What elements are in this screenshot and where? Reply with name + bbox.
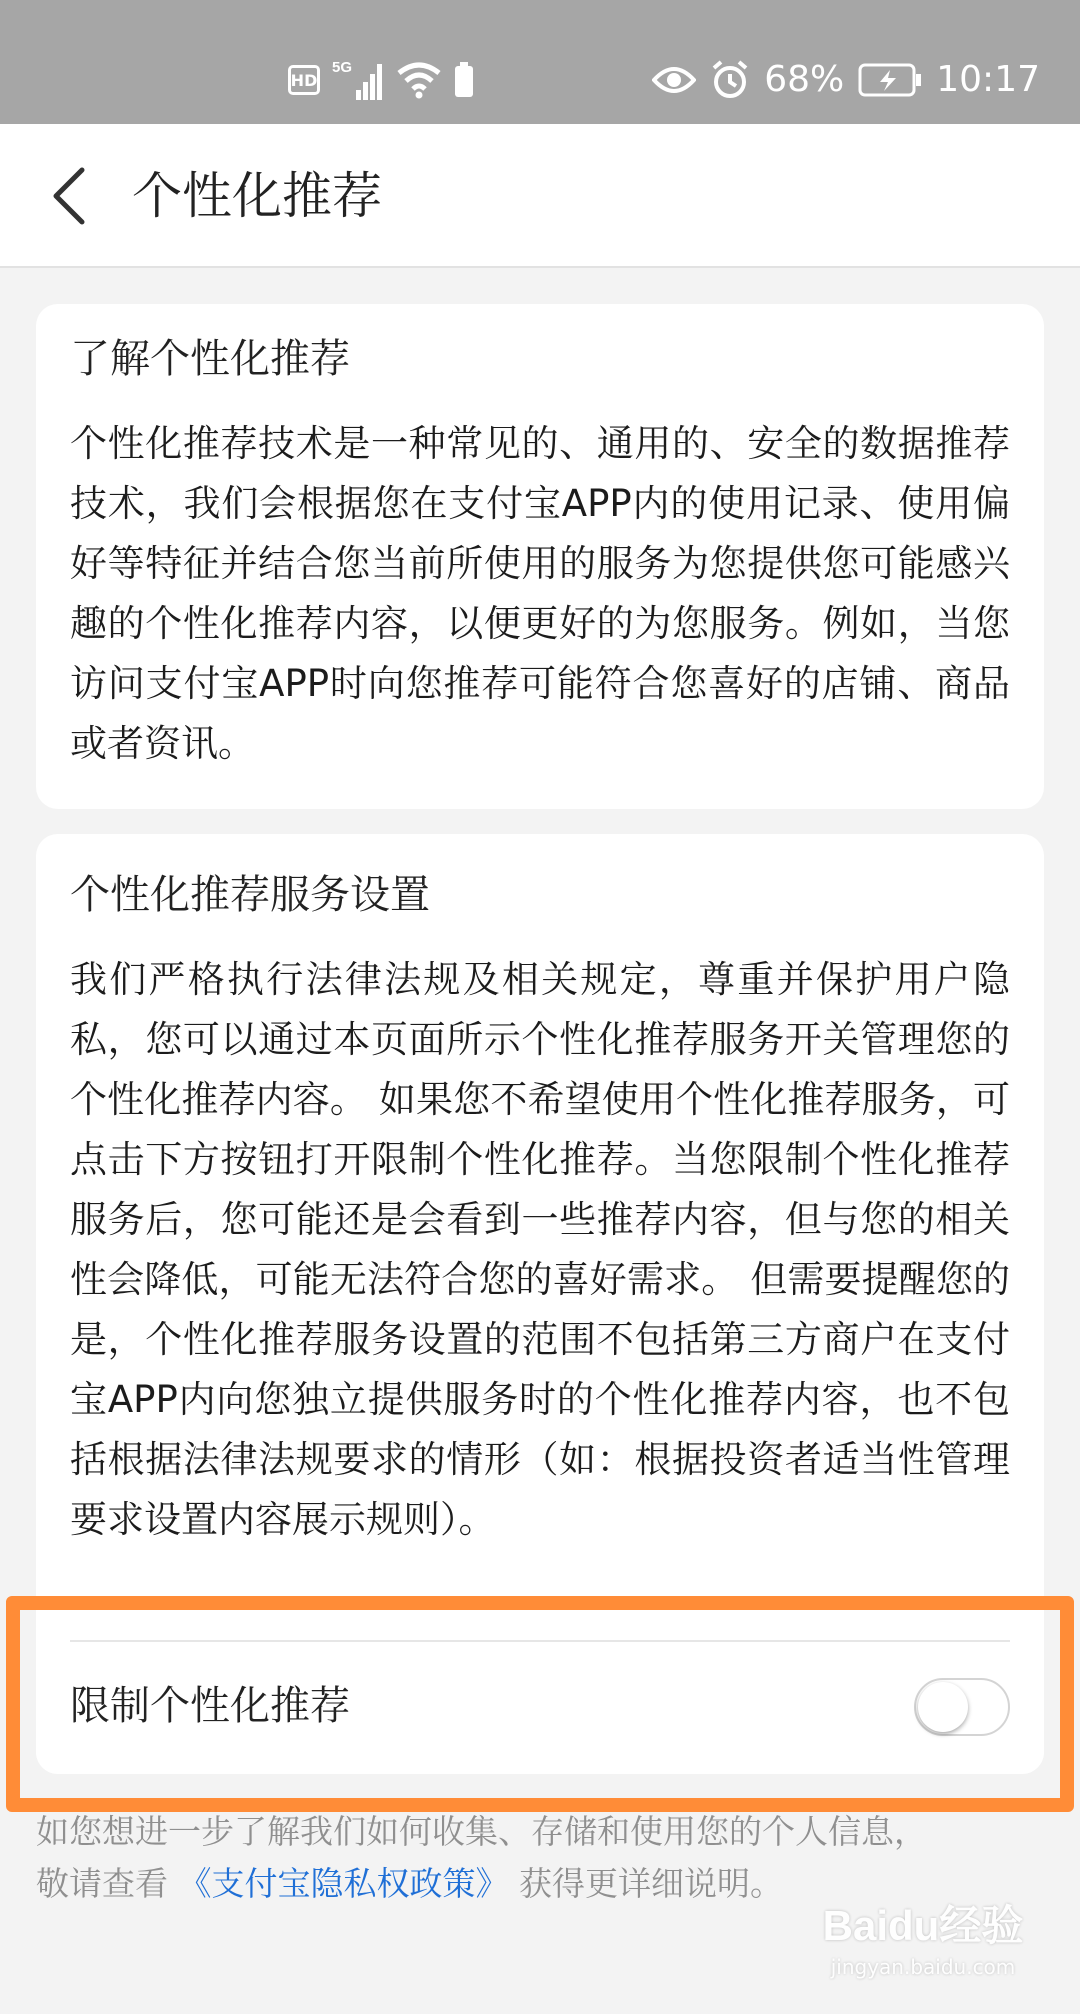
watermark-url: jingyan.baidu.com bbox=[830, 1955, 1016, 1979]
about-card bbox=[36, 304, 1044, 809]
footer-suffix: 获得更详细说明。 bbox=[519, 1864, 783, 1903]
baidu-watermark bbox=[818, 1898, 1028, 1998]
battery-percent: 68% bbox=[764, 59, 845, 100]
wifi-icon bbox=[396, 60, 442, 100]
back-arrow-icon[interactable] bbox=[44, 164, 94, 228]
footer-line-1: 如您想进一步了解我们如何收集、存储和使用您的个人信息， bbox=[36, 1812, 927, 1851]
svg-text:5G: 5G bbox=[332, 59, 353, 76]
status-bar bbox=[0, 0, 1080, 124]
about-card-title: 了解个性化推荐 bbox=[70, 336, 350, 382]
limit-recommend-label: 限制个性化推荐 bbox=[70, 1683, 350, 1729]
clock-time: 10:17 bbox=[936, 59, 1040, 100]
hd-icon: HD bbox=[288, 65, 320, 95]
privacy-policy-link[interactable]: 《支付宝隐私权政策》 bbox=[178, 1864, 509, 1903]
battery-small-icon bbox=[454, 62, 474, 98]
status-left-icons bbox=[288, 56, 474, 104]
settings-card-body: 我们严格执行法律法规及相关规定，尊重并保护用户隐私，您可以通过本页面所示个性化推荐服务开关管理您的个性化推荐内容。 如果您不希望使用个性化推荐服务，可点击下方按钮打开限制个性化推荐。当您限制个性化推荐服务后，您可能还是会看到一些推荐内容，但与您的相关性会降低，可能无法符合您的喜好需求。 但需要提醒您的是，个性化推荐服务设置的范围不包括第三方商户在支付宝APP内向您独立提供服务时的个性化推荐内容，也不包括根据法律法规要求的情形（如：根据投资者适当性管理要求设置内容展示规则）。 bbox=[70, 958, 1010, 1541]
page-title: 个性化推荐 bbox=[132, 167, 382, 225]
status-right-icons bbox=[652, 52, 1040, 108]
eye-icon bbox=[652, 64, 696, 96]
settings-card-title: 个性化推荐服务设置 bbox=[70, 872, 430, 918]
signal-icon bbox=[332, 58, 384, 102]
app-header bbox=[0, 124, 1080, 268]
alarm-icon bbox=[710, 60, 750, 100]
watermark-logo: Baidu经验 bbox=[822, 1902, 1024, 1949]
privacy-footer-note bbox=[36, 1806, 1044, 1910]
battery-icon bbox=[858, 63, 922, 97]
highlight-annotation-box bbox=[6, 1596, 1074, 1812]
about-card-body: 个性化推荐技术是一种常见的、通用的、安全的数据推荐技术，我们会根据您在支付宝APP内的使用记录、使用偏好等特征并结合您当前所使用的服务为您提供您可能感兴趣的个性化推荐内容，以便更好的为您服务。例如，当您访问支付宝APP时向您推荐可能符合您喜好的店铺、商品或者资讯。 bbox=[70, 422, 1010, 765]
footer-prefix: 敬请查看 bbox=[36, 1864, 168, 1903]
